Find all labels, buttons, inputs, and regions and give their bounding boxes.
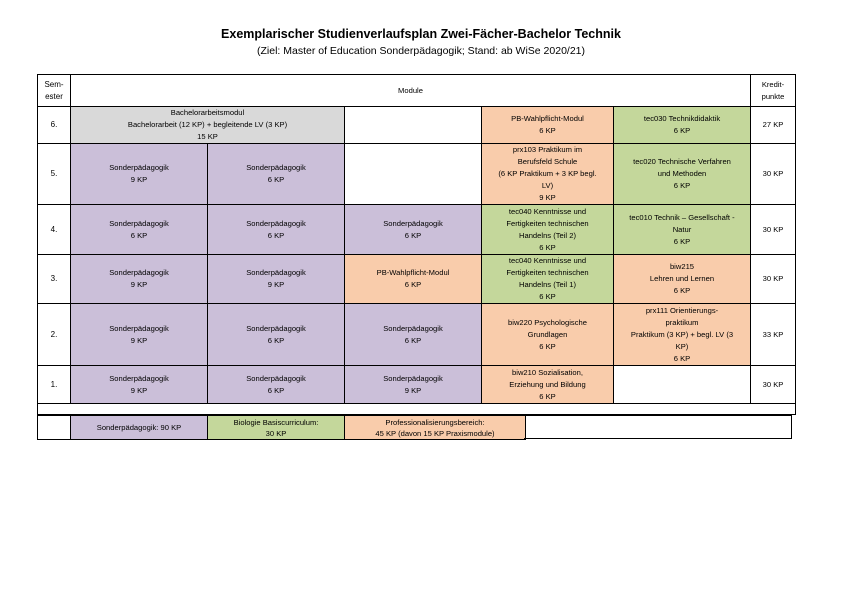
- cell-line: 6 KP: [539, 341, 556, 351]
- prx103-cell: [482, 144, 614, 205]
- legend-row: [38, 416, 526, 440]
- cell-line: Sonderpädagogik: [109, 218, 169, 228]
- semester-row-6: [38, 107, 796, 144]
- cell-line: tec040 Kenntnisse und: [508, 206, 587, 216]
- cell-line: biw210 Sozialisation,: [512, 367, 583, 377]
- cell-line: Handelns (Teil 1): [519, 280, 576, 289]
- cell-line: KP): [675, 341, 689, 351]
- prx111-cell: [614, 304, 751, 366]
- tec040-cell: [482, 255, 614, 304]
- cell-line: Grundlagen: [527, 329, 568, 339]
- cell-line: (6 KP Praktikum + 3 KP begl.: [498, 169, 597, 178]
- biw220-cell: [482, 304, 614, 366]
- semester-label: 5.: [38, 144, 71, 205]
- cell-line: 9 KP: [130, 175, 148, 184]
- kp-cell: 30 KP: [751, 144, 796, 205]
- semester-header-line1: Sem-: [44, 79, 64, 89]
- cell-line: 6 KP: [539, 292, 556, 301]
- biw210-cell: [482, 366, 614, 404]
- header-row: [38, 75, 796, 107]
- module-header: Module: [71, 75, 751, 107]
- cell-line: Sonderpädagogik: [246, 373, 306, 383]
- cell-line: prx111 Orientierungs-: [645, 305, 719, 315]
- cell-line: Erziehung und Bildung: [509, 379, 586, 389]
- cell-line: Biologie Basiscurriculum:: [233, 417, 319, 427]
- kp-cell: 30 KP: [751, 205, 796, 255]
- sonderpaedagogik-cell: [71, 366, 208, 404]
- cell-line: 6 KP: [673, 353, 691, 363]
- cell-line: tec010 Technik – Gesellschaft -: [629, 212, 735, 222]
- cell-line: 6 KP: [404, 280, 422, 289]
- kp-cell: 33 KP: [751, 304, 796, 366]
- cell-line: Sonderpädagogik: [109, 163, 169, 172]
- cell-line: 9 KP: [130, 385, 148, 395]
- cell-line: biw215: [669, 262, 695, 271]
- cell-line: Sonderpädagogik: [109, 373, 169, 383]
- pb-wahlpflicht-cell: [345, 255, 482, 304]
- kredit-header-line2: punkte: [761, 91, 785, 101]
- bachelor-module-cell: [71, 107, 345, 144]
- empty-cell: [614, 366, 751, 404]
- kredit-header: [751, 75, 796, 107]
- cell-line: 6 KP: [267, 175, 285, 184]
- legend-sonderpaedagogik: Sonderpädagogik: 90 KP: [71, 416, 208, 440]
- empty-cell: [345, 107, 482, 144]
- cell-line: tec020 Technische Verfahren: [633, 157, 731, 166]
- study-plan-table: [37, 74, 796, 415]
- cell-line: 6 KP: [267, 385, 285, 395]
- kp-cell: 30 KP: [751, 255, 796, 304]
- cell-line: 6 KP: [673, 236, 691, 246]
- pb-wahlpflicht-cell: [482, 107, 614, 144]
- cell-line: tec040 Kenntnisse und: [508, 256, 587, 265]
- cell-line: Sonderpädagogik: [246, 268, 306, 277]
- cell-line: LV): [541, 181, 554, 190]
- kredit-header-line1: Kredit-: [761, 79, 785, 89]
- cell-line: Sonderpädagogik: [383, 218, 443, 228]
- sonderpaedagogik-cell: [345, 205, 482, 255]
- cell-line: Fertigkeiten technischen: [506, 268, 589, 277]
- kp-cell: 30 KP: [751, 366, 796, 404]
- cell-line: biw220 Psychologische: [508, 317, 587, 327]
- sonderpaedagogik-cell: [71, 205, 208, 255]
- semester-label: 1.: [38, 366, 71, 404]
- semester-header-line2: ester: [45, 91, 63, 101]
- cell-line: 6 KP: [267, 335, 285, 345]
- cell-line: 9 KP: [130, 280, 148, 289]
- cell-line: Lehren und Lernen: [649, 274, 715, 283]
- legend-biologie: [208, 416, 345, 440]
- sonderpaedagogik-cell: [71, 255, 208, 304]
- semester-row-3: [38, 255, 796, 304]
- cell-line: 6 KP: [130, 230, 148, 240]
- spacer-cell: [38, 404, 796, 415]
- legend-remaining-outline: [524, 415, 792, 439]
- cell-line: Sonderpädagogik: [383, 373, 443, 383]
- tec010-cell: [614, 205, 751, 255]
- cell-line: 6 KP: [539, 242, 556, 252]
- cell-line: Sonderpädagogik: [109, 268, 169, 277]
- cell-line: Bachelorarbeitsmodul: [170, 108, 245, 117]
- sonderpaedagogik-cell: [345, 366, 482, 404]
- cell-line: Sonderpädagogik: [109, 323, 169, 333]
- semester-row-5: [38, 144, 796, 205]
- kp-cell: 27 KP: [751, 107, 796, 144]
- semester-label: 4.: [38, 205, 71, 255]
- cell-line: Berufsfeld Schule: [517, 157, 578, 166]
- cell-line: praktikum: [665, 317, 699, 327]
- sonderpaedagogik-cell: [208, 304, 345, 366]
- cell-line: PB-Wahlpflicht-Modul: [376, 268, 450, 277]
- cell-line: prx103 Praktikum im: [512, 145, 583, 154]
- empty-cell: [345, 144, 482, 205]
- cell-line: 9 KP: [267, 280, 285, 289]
- cell-line: 30 KP: [265, 428, 287, 438]
- cell-line: Sonderpädagogik: [383, 323, 443, 333]
- biw215-cell: [614, 255, 751, 304]
- cell-line: 45 KP (davon 15 KP Praxismodule): [375, 428, 495, 438]
- semester-row-1: [38, 366, 796, 404]
- cell-line: Fertigkeiten technischen: [506, 218, 589, 228]
- cell-line: Handelns (Teil 2): [519, 230, 576, 240]
- cell-line: Natur: [672, 224, 692, 234]
- tec040-cell: [482, 205, 614, 255]
- semester-label: 2.: [38, 304, 71, 366]
- spacer-row: [38, 404, 796, 415]
- semester-header: [38, 75, 71, 107]
- semester-label: 6.: [38, 107, 71, 144]
- cell-line: 6 KP: [267, 230, 285, 240]
- sonderpaedagogik-cell: [208, 255, 345, 304]
- tec030-cell: [614, 107, 751, 144]
- cell-line: 9 KP: [539, 193, 556, 202]
- sonderpaedagogik-cell: [71, 144, 208, 205]
- cell-line: 9 KP: [130, 335, 148, 345]
- cell-line: Sonderpädagogik: [246, 218, 306, 228]
- cell-line: und Methoden: [657, 169, 707, 178]
- cell-line: Praktikum (3 KP) + begl. LV (3: [630, 329, 734, 339]
- cell-line: 6 KP: [539, 126, 556, 135]
- sonderpaedagogik-cell: [345, 304, 482, 366]
- cell-line: Professionalisierungsbereich:: [385, 417, 485, 427]
- cell-line: 9 KP: [404, 385, 422, 395]
- cell-line: 6 KP: [673, 286, 691, 295]
- page-subtitle: (Ziel: Master of Education Sonderpädagogik; Stand: ab WiSe 2020/21): [256, 45, 586, 57]
- sonderpaedagogik-cell: [208, 205, 345, 255]
- semester-label: 3.: [38, 255, 71, 304]
- semester-row-4: [38, 205, 796, 255]
- sonderpaedagogik-cell: [71, 304, 208, 366]
- cell-line: Sonderpädagogik: [246, 163, 306, 172]
- cell-line: 6 KP: [673, 181, 691, 190]
- tec020-cell: [614, 144, 751, 205]
- cell-line: 6 KP: [539, 391, 556, 401]
- legend-table: [37, 415, 526, 440]
- sonderpaedagogik-cell: [208, 366, 345, 404]
- cell-line: Bachelorarbeit (12 KP) + begleitende LV (3 KP): [127, 120, 288, 129]
- page-title: Exemplarischer Studienverlaufsplan Zwei-Fächer-Bachelor Technik: [221, 27, 621, 41]
- legend-professionalisierung: [345, 416, 526, 440]
- cell-line: 6 KP: [673, 126, 691, 135]
- semester-row-2: [38, 304, 796, 366]
- cell-line: 15 KP: [197, 132, 218, 141]
- cell-line: 6 KP: [404, 230, 422, 240]
- sonderpaedagogik-cell: [208, 144, 345, 205]
- cell-line: Sonderpädagogik: [246, 323, 306, 333]
- cell-line: PB-Wahlpflicht-Modul: [511, 114, 584, 123]
- cell-line: tec030 Technikdidaktik: [643, 114, 721, 123]
- cell-line: 6 KP: [404, 335, 422, 345]
- legend-empty-cell: [38, 416, 71, 440]
